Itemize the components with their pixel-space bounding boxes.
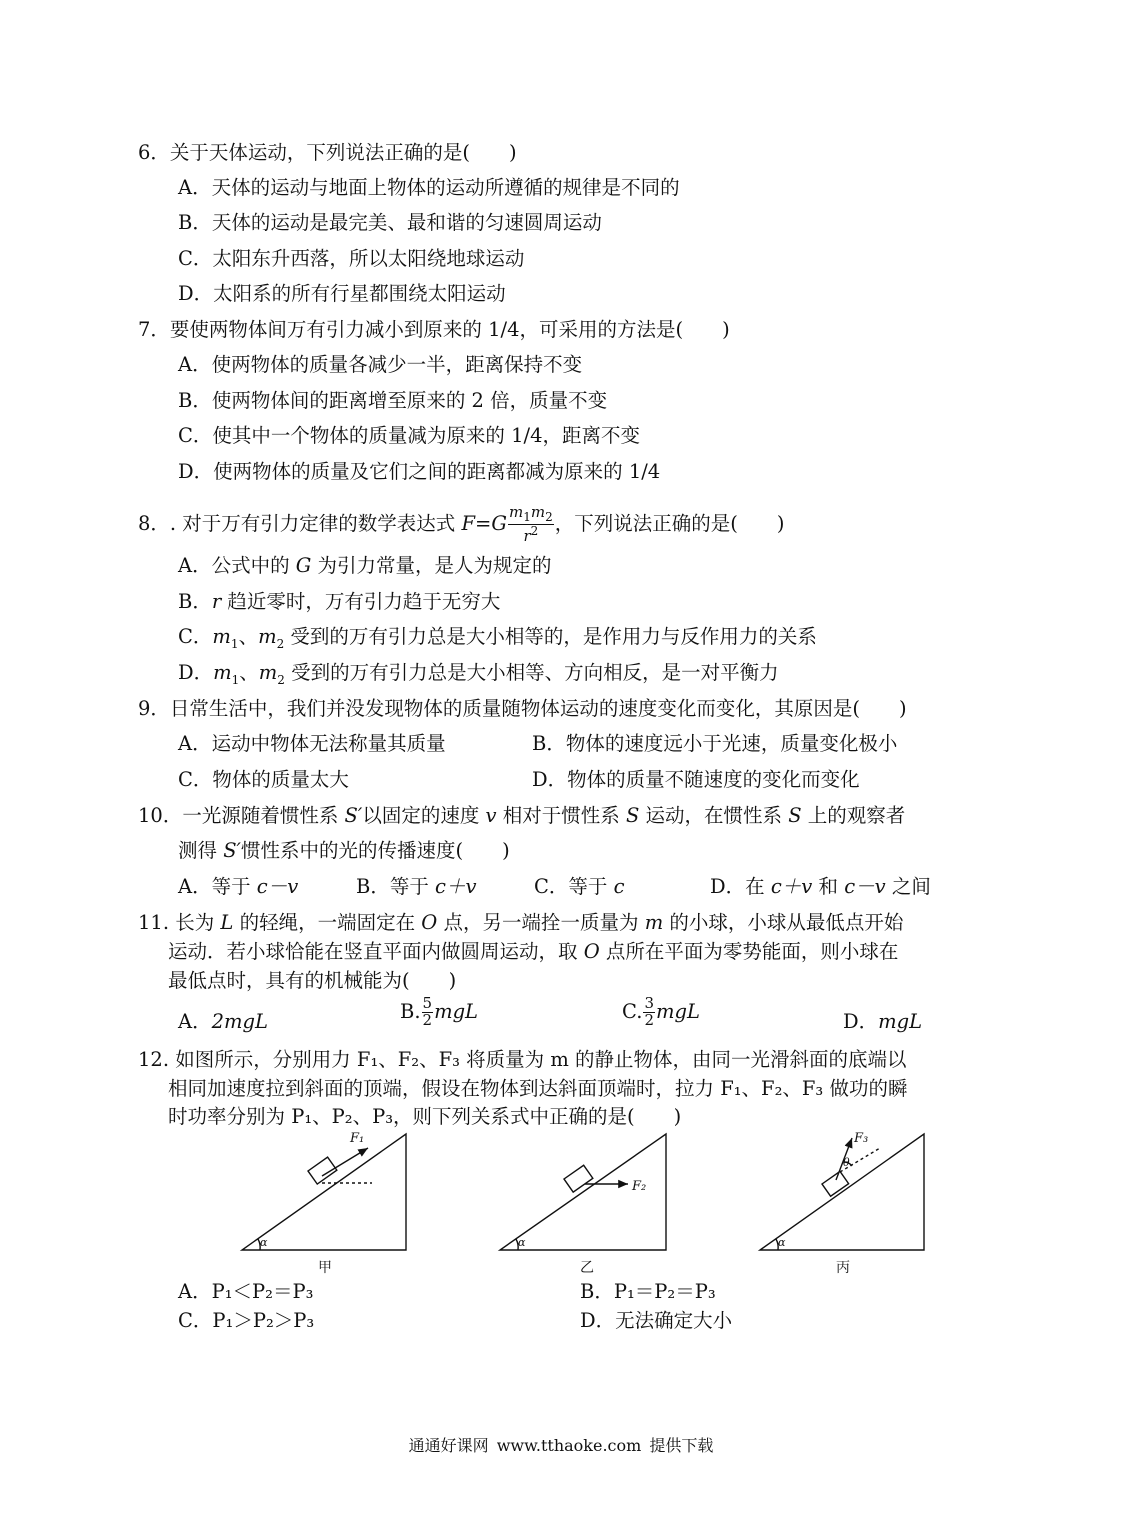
incline-figure-1 bbox=[242, 1134, 406, 1250]
q9-option-d: D．物体的质量不随速度的变化而变化 bbox=[532, 768, 860, 791]
angle-alpha-3: α bbox=[778, 1236, 786, 1249]
q10-stem-line2: 测得 S′惯性系中的光的传播速度( ) bbox=[178, 839, 510, 862]
q12-stem-line3: 时功率分别为 P₁、P₂、P₃，则下列关系式中正确的是( ) bbox=[168, 1105, 682, 1128]
q10-option-b: B．等于 c＋v bbox=[356, 875, 477, 898]
q11-stem-line2: 运动．若小球恰能在竖直平面内做圆周运动，取 O 点所在平面为零势能面，则小球在 bbox=[168, 940, 899, 963]
q12-option-d: D．无法确定大小 bbox=[580, 1309, 733, 1332]
q8-option-a: A．公式中的 G 为引力常量，是人为规定的 bbox=[178, 554, 552, 577]
angle-alpha-1: α bbox=[260, 1236, 268, 1249]
q6-stem: 6．关于天体运动，下列说法正确的是( ) bbox=[138, 141, 517, 164]
q10-option-c: C．等于 c bbox=[534, 875, 625, 898]
figure-label-2: 乙 bbox=[580, 1260, 594, 1276]
q12-stem-line1: 12. 如图所示，分别用力 F₁、F₂、F₃ 将质量为 m 的静止物体，由同一光滑斜面的底端以 bbox=[138, 1048, 907, 1071]
label-f1: F₁ bbox=[350, 1131, 365, 1146]
q8-option-d: D．$m_1$、$m_2$ 受到的万有引力总是大小相等、方向相反，是一对平衡力 bbox=[178, 661, 779, 687]
label-f3: F₃ bbox=[854, 1131, 869, 1146]
q6-option-d: D．太阳系的所有行星都围绕太阳运动 bbox=[178, 282, 506, 305]
q9-stem: 9．日常生活中，我们并没发现物体的质量随物体运动的速度变化而变化，其原因是( ) bbox=[138, 697, 907, 720]
figure-label-3: 丙 bbox=[836, 1260, 850, 1276]
q7-option-a: A．使两物体的质量各减少一半，距离保持不变 bbox=[178, 353, 583, 376]
footer-url[interactable]: www.tthaoke.com bbox=[496, 1436, 642, 1455]
block-1 bbox=[308, 1157, 337, 1184]
q12-option-b: B．P₁＝P₂＝P₃ bbox=[580, 1280, 716, 1303]
label-f2: F₂ bbox=[632, 1179, 647, 1194]
q10-option-a: A．等于 c－v bbox=[178, 875, 299, 898]
q11-option-a: A．2mgL bbox=[178, 1010, 268, 1033]
q11-stem-line3: 最低点时，具有的机械能为( ) bbox=[168, 969, 457, 992]
q12-option-a: A．P₁＜P₂＝P₃ bbox=[178, 1280, 314, 1303]
footer-site: 通通好课网 bbox=[408, 1436, 489, 1455]
q7-stem: 7．要使两物体间万有引力减小到原来的 1/4，可采用的方法是( ) bbox=[138, 318, 730, 341]
figure-label-1: 甲 bbox=[318, 1260, 332, 1276]
q10-option-d: D．在 c＋v 和 c－v 之间 bbox=[710, 875, 931, 898]
q12-option-c: C．P₁＞P₂＞P₃ bbox=[178, 1309, 315, 1332]
q7-option-b: B．使两物体间的距离增至原来的 2 倍，质量不变 bbox=[178, 389, 608, 412]
gravity-formula-fraction: $\frac{m_1m_2}{r^2}$ bbox=[508, 503, 553, 545]
q7-option-d: D．使两物体的质量及它们之间的距离都减为原来的 1/4 bbox=[178, 460, 661, 483]
q12-stem-line2: 相同加速度拉到斜面的顶端，假设在物体到达斜面顶端时，拉力 F₁、F₂、F₃ 做功的瞬 bbox=[168, 1077, 908, 1100]
q8-option-b: B．r 趋近零时，万有引力趋于无穷大 bbox=[178, 590, 501, 613]
angle-theta: θ bbox=[843, 1156, 850, 1169]
q9-option-b: B．物体的速度远小于光速，质量变化极小 bbox=[532, 732, 898, 755]
q7-option-c: C．使其中一个物体的质量减为原来的 1/4，距离不变 bbox=[178, 424, 641, 447]
q11-option-c: C. $\frac{3}{2}$ mgL bbox=[622, 994, 700, 1029]
page-footer bbox=[0, 1433, 1122, 1456]
q11-stem-line1: 11. 长为 L 的轻绳，一端固定在 O 点，另一端拴一质量为 m 的小球，小球从最低点开始 bbox=[138, 911, 904, 934]
q8-stem: 8．. 对于万有引力定律的数学表达式 F=G $\frac{m_1m_2}{r^2}$ ，下列说法正确的是( ) bbox=[138, 503, 785, 545]
q11-option-d: D．mgL bbox=[843, 1010, 923, 1033]
block-3 bbox=[822, 1171, 849, 1196]
incline-diagrams bbox=[230, 1126, 970, 1286]
q9-option-a: A．运动中物体无法称量其质量 bbox=[178, 732, 446, 755]
q11-option-b: B. $\frac{5}{2}$ mgL bbox=[400, 994, 479, 1029]
q9-option-c: C．物体的质量太大 bbox=[178, 768, 349, 791]
q10-stem-line1: 10．一光源随着惯性系 S′以固定的速度 v 相对于惯性系 S 运动，在惯性系 S 上的观察者 bbox=[138, 804, 906, 827]
q6-option-a: A．天体的运动与地面上物体的运动所遵循的规律是不同的 bbox=[178, 176, 680, 199]
footer-tail: 提供下载 bbox=[649, 1436, 714, 1455]
incline-figure-3 bbox=[760, 1134, 924, 1250]
q6-option-b: B．天体的运动是最完美、最和谐的匀速圆周运动 bbox=[178, 211, 602, 234]
q8-option-c: C．$m_1$、$m_2$ 受到的万有引力总是大小相等的，是作用力与反作用力的关系 bbox=[178, 625, 817, 651]
q6-option-c: C．太阳东升西落，所以太阳绕地球运动 bbox=[178, 247, 525, 270]
angle-alpha-2: α bbox=[518, 1236, 526, 1249]
